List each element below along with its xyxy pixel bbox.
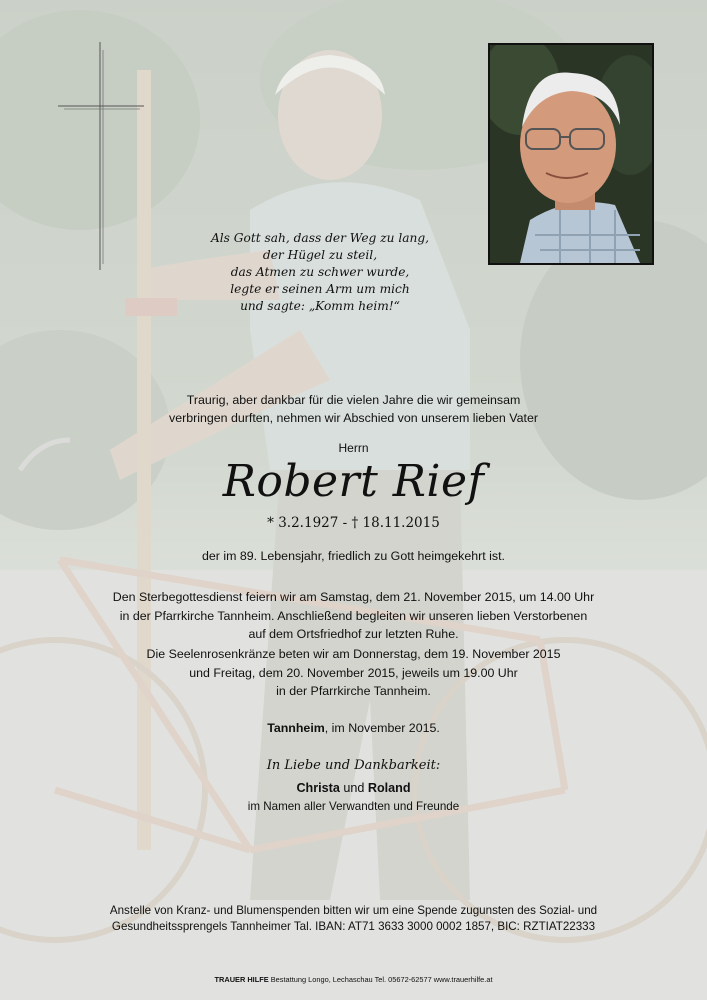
- place-name: Tannheim: [267, 721, 325, 735]
- mourners-heading: In Liebe und Dankbarkeit:: [266, 758, 441, 773]
- poem-line: der Hügel zu steil,: [262, 248, 378, 262]
- portrait-photo: [488, 43, 654, 265]
- service-line: in der Pfarrkirche Tannheim. Anschließend begleiten wir unseren lieben Verstorbenen: [119, 608, 588, 623]
- rosary-line: Die Seelenrosenkränze beten wir am Donnerstag, dem 19. November 2015: [146, 647, 561, 661]
- poem: [180, 230, 460, 315]
- life-dates: * 3.2.1927 - † 18.11.2015: [267, 515, 440, 531]
- mourner-names: [60, 781, 647, 795]
- place-date: [60, 721, 647, 735]
- intro-line: Traurig, aber dankbar für die vielen Jahre die wir gemeinsam: [186, 393, 521, 407]
- poem-line: das Atmen zu schwer wurde,: [230, 265, 410, 279]
- poem-line: Als Gott sah, dass der Weg zu lang,: [210, 231, 430, 245]
- relatives-line: im Namen aller Verwandten und Freunde: [247, 800, 460, 813]
- donation-note: [60, 903, 647, 935]
- service-line: Den Sterbegottesdienst feiern wir am Samstag, dem 21. November 2015, um 14.00 Uhr: [112, 590, 595, 604]
- poem-line: legte er seinen Arm um mich: [230, 282, 410, 296]
- intro-line: verbringen durften, nehmen wir Abschied von unserem lieben Vater: [169, 411, 538, 425]
- mourner-name-1: Christa: [296, 781, 340, 795]
- rosary-info: [60, 645, 647, 701]
- service-line: auf dem Ortsfriedhof zur letzten Ruhe.: [248, 627, 459, 641]
- rosary-line: und Freitag, dem 20. November 2015, jeweils um 19.00 Uhr: [189, 665, 518, 680]
- salutation: Herrn: [338, 441, 369, 455]
- funeral-service-info: [60, 588, 647, 644]
- rosary-line: in der Pfarrkirche Tannheim.: [276, 684, 431, 698]
- donation-line: Anstelle von Kranz- und Blumenspenden bitten wir um eine Spende zugunsten des Sozial- und: [109, 904, 598, 917]
- place-date-rest: , im November 2015.: [324, 721, 440, 735]
- deceased-name: Robert Rief: [222, 456, 485, 507]
- cross-icon: [56, 42, 146, 272]
- footer-text: Bestattung Longo, Lechaschau Tel. 05672-62577 www.trauerhilfe.at: [268, 975, 493, 984]
- footer-brand: TRAUER HILFE: [214, 975, 269, 984]
- poem-line: und sagte: „Komm heim!“: [240, 299, 400, 313]
- age-line: der im 89. Lebensjahr, friedlich zu Gott heimgekehrt ist.: [201, 549, 506, 563]
- mourner-connector: und: [339, 781, 368, 795]
- mourner-name-2: Roland: [367, 781, 411, 795]
- donation-line: Gesundheitssprengels Tannheimer Tal. IBAN: AT71 3633 3000 0002 1857, BIC: RZTIAT22333: [111, 920, 596, 933]
- intro-text: [60, 391, 647, 427]
- footer-credit: [0, 975, 707, 984]
